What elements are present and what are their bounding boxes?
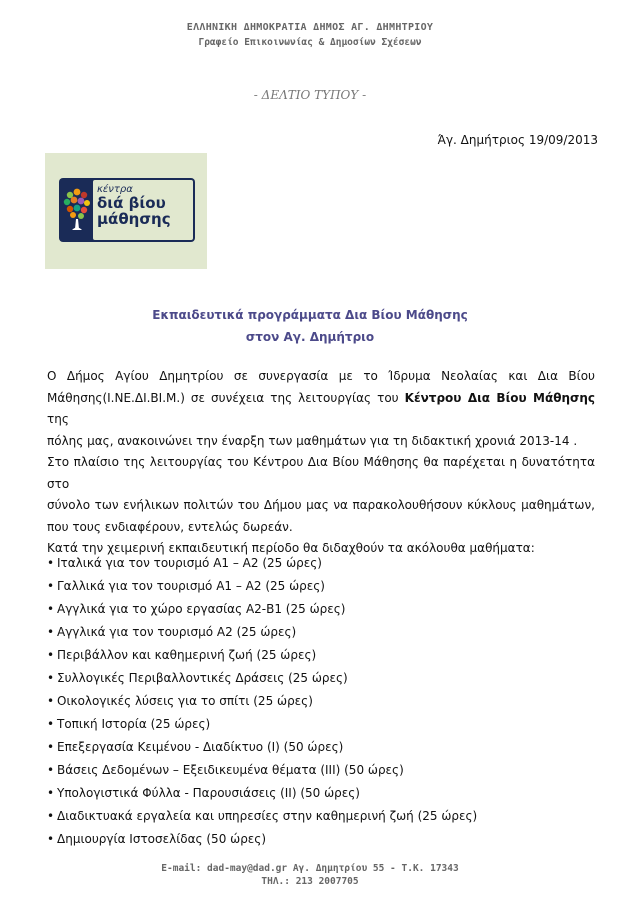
paragraph-2-line-2: σύνολο των ενήλικων πολιτών του Δήμου μας να παρακολουθήσουν κύκλους μαθημάτων, bbox=[47, 498, 595, 512]
list-item bbox=[47, 736, 607, 759]
bullet: • bbox=[47, 648, 55, 662]
bullet: • bbox=[47, 556, 55, 570]
paragraph-1-line-1: Ο Δήμος Αγίου Δημητρίου σε συνεργασία με το Ίδρυμα Νεολαίας και Δια Βίου bbox=[47, 369, 595, 383]
letterhead-municipality: ΕΛΛΗΝΙΚΗ ΔΗΜΟΚΡΑΤΙΑ ΔΗΜΟΣ ΑΓ. ΔΗΜΗΤΡΙΟΥ bbox=[186, 22, 434, 33]
press-release-label: - ΔΕΛΤΙΟ ΤΥΠΟΥ - bbox=[253, 88, 367, 102]
document-title bbox=[0, 305, 620, 348]
paragraph-3: Κατά την χειμερινή εκπαιδευτική περίοδο θα διδαχθούν τα ακόλουθα μαθήματα: bbox=[47, 541, 535, 555]
course-list bbox=[47, 552, 607, 851]
bullet: • bbox=[47, 694, 55, 708]
course-name: Τοπική Ιστορία (25 ώρες) bbox=[57, 717, 211, 731]
course-name: Γαλλικά για τον τουρισμό Α1 – Α2 (25 ώρες) bbox=[57, 579, 325, 593]
list-item bbox=[47, 621, 607, 644]
bullet: • bbox=[47, 717, 55, 731]
bullet: • bbox=[47, 786, 55, 800]
course-name: Αγγλικά για τον τουρισμό Α2 (25 ώρες) bbox=[57, 625, 297, 639]
bullet: • bbox=[47, 625, 55, 639]
logo-line-1: κέντρα bbox=[97, 184, 133, 195]
logo-line-3: μάθησης bbox=[97, 210, 171, 228]
footer-phone: ΤΗΛ.: 213 2007705 bbox=[261, 876, 359, 887]
lifelong-center-bold: Κέντρου Δια Βίου Μάθησης bbox=[404, 390, 595, 405]
bullet: • bbox=[47, 671, 55, 685]
logo-line-2: διά βίου bbox=[97, 194, 166, 212]
list-item bbox=[47, 690, 607, 713]
list-item bbox=[47, 759, 607, 782]
list-item bbox=[47, 805, 607, 828]
course-name: Δημιουργία Ιστοσελίδας (50 ώρες) bbox=[57, 832, 267, 846]
course-name: Ιταλικά για τον τουρισμό Α1 – Α2 (25 ώρες) bbox=[57, 556, 322, 570]
course-name: Βάσεις Δεδομένων – Εξειδικευμένα θέματα (ΙΙΙ) (50 ώρες) bbox=[57, 763, 404, 777]
list-item bbox=[47, 598, 607, 621]
course-name: Συλλογικές Περιβαλλοντικές Δράσεις (25 ώρες) bbox=[57, 671, 348, 685]
logo-wordmark bbox=[97, 185, 171, 227]
title-line-2: στον Αγ. Δημήτριο bbox=[245, 329, 375, 344]
bullet: • bbox=[47, 602, 55, 616]
bullet: • bbox=[47, 740, 55, 754]
paragraph-2-line-3: που τους ενδιαφέρουν, εντελώς δωρεάν. bbox=[47, 519, 293, 534]
list-item bbox=[47, 782, 607, 805]
course-name: Περιβάλλον και καθημερινή ζωή (25 ώρες) bbox=[57, 648, 317, 662]
footer-email-address: E-mail: dad-may@dad.gr Αγ. Δημητρίου 55 - Τ.Κ. 17343 bbox=[161, 863, 459, 874]
lifelong-learning-logo bbox=[45, 153, 207, 269]
letterhead bbox=[0, 22, 620, 48]
list-item bbox=[47, 552, 607, 575]
p1-line2-post: της bbox=[47, 412, 69, 426]
document-date: Άγ. Δημήτριος 19/09/2013 bbox=[437, 133, 598, 147]
body-text bbox=[47, 366, 595, 560]
course-name: Επεξεργασία Κειμένου - Διαδίκτυο (Ι) (50 ώρες) bbox=[57, 740, 344, 754]
course-name: Διαδικτυακά εργαλεία και υπηρεσίες στην καθημερινή ζωή (25 ώρες) bbox=[57, 809, 478, 823]
bullet: • bbox=[47, 763, 55, 777]
footer-contact bbox=[0, 862, 620, 888]
list-item bbox=[47, 828, 607, 851]
letterhead-office: Γραφείο Επικοινωνίας & Δημοσίων Σχέσεων bbox=[198, 37, 422, 48]
paragraph-2-line-1: Στο πλαίσιο της λειτουργίας του Κέντρου Δια Βίου Μάθησης θα παρέχεται η δυνατότητα στο bbox=[47, 455, 595, 491]
bullet: • bbox=[47, 579, 55, 593]
bullet: • bbox=[47, 809, 55, 823]
p1-line2-pre: Μάθησης(Ι.ΝΕ.ΔΙ.ΒΙ.Μ.) σε συνέχεια της λειτουργίας του bbox=[47, 390, 405, 405]
list-item bbox=[47, 713, 607, 736]
paragraph-1-line-3: πόλης μας, ανακοινώνει την έναρξη των μαθημάτων για τη διδακτική χρονιά 2013-14 . bbox=[47, 433, 578, 448]
course-name: Υπολογιστικά Φύλλα - Παρουσιάσεις (ΙΙ) (50 ώρες) bbox=[57, 786, 360, 800]
paragraph-1-line-2 bbox=[47, 388, 595, 431]
list-item bbox=[47, 667, 607, 690]
title-line-1: Εκπαιδευτικά προγράμματα Δια Βίου Μάθησης bbox=[152, 308, 468, 322]
list-item bbox=[47, 575, 607, 598]
course-name: Οικολογικές λύσεις για το σπίτι (25 ώρες) bbox=[57, 694, 313, 708]
list-item bbox=[47, 644, 607, 667]
course-name: Αγγλικά για το χώρο εργασίας Α2-Β1 (25 ώρες) bbox=[57, 602, 346, 616]
bullet: • bbox=[47, 832, 55, 846]
